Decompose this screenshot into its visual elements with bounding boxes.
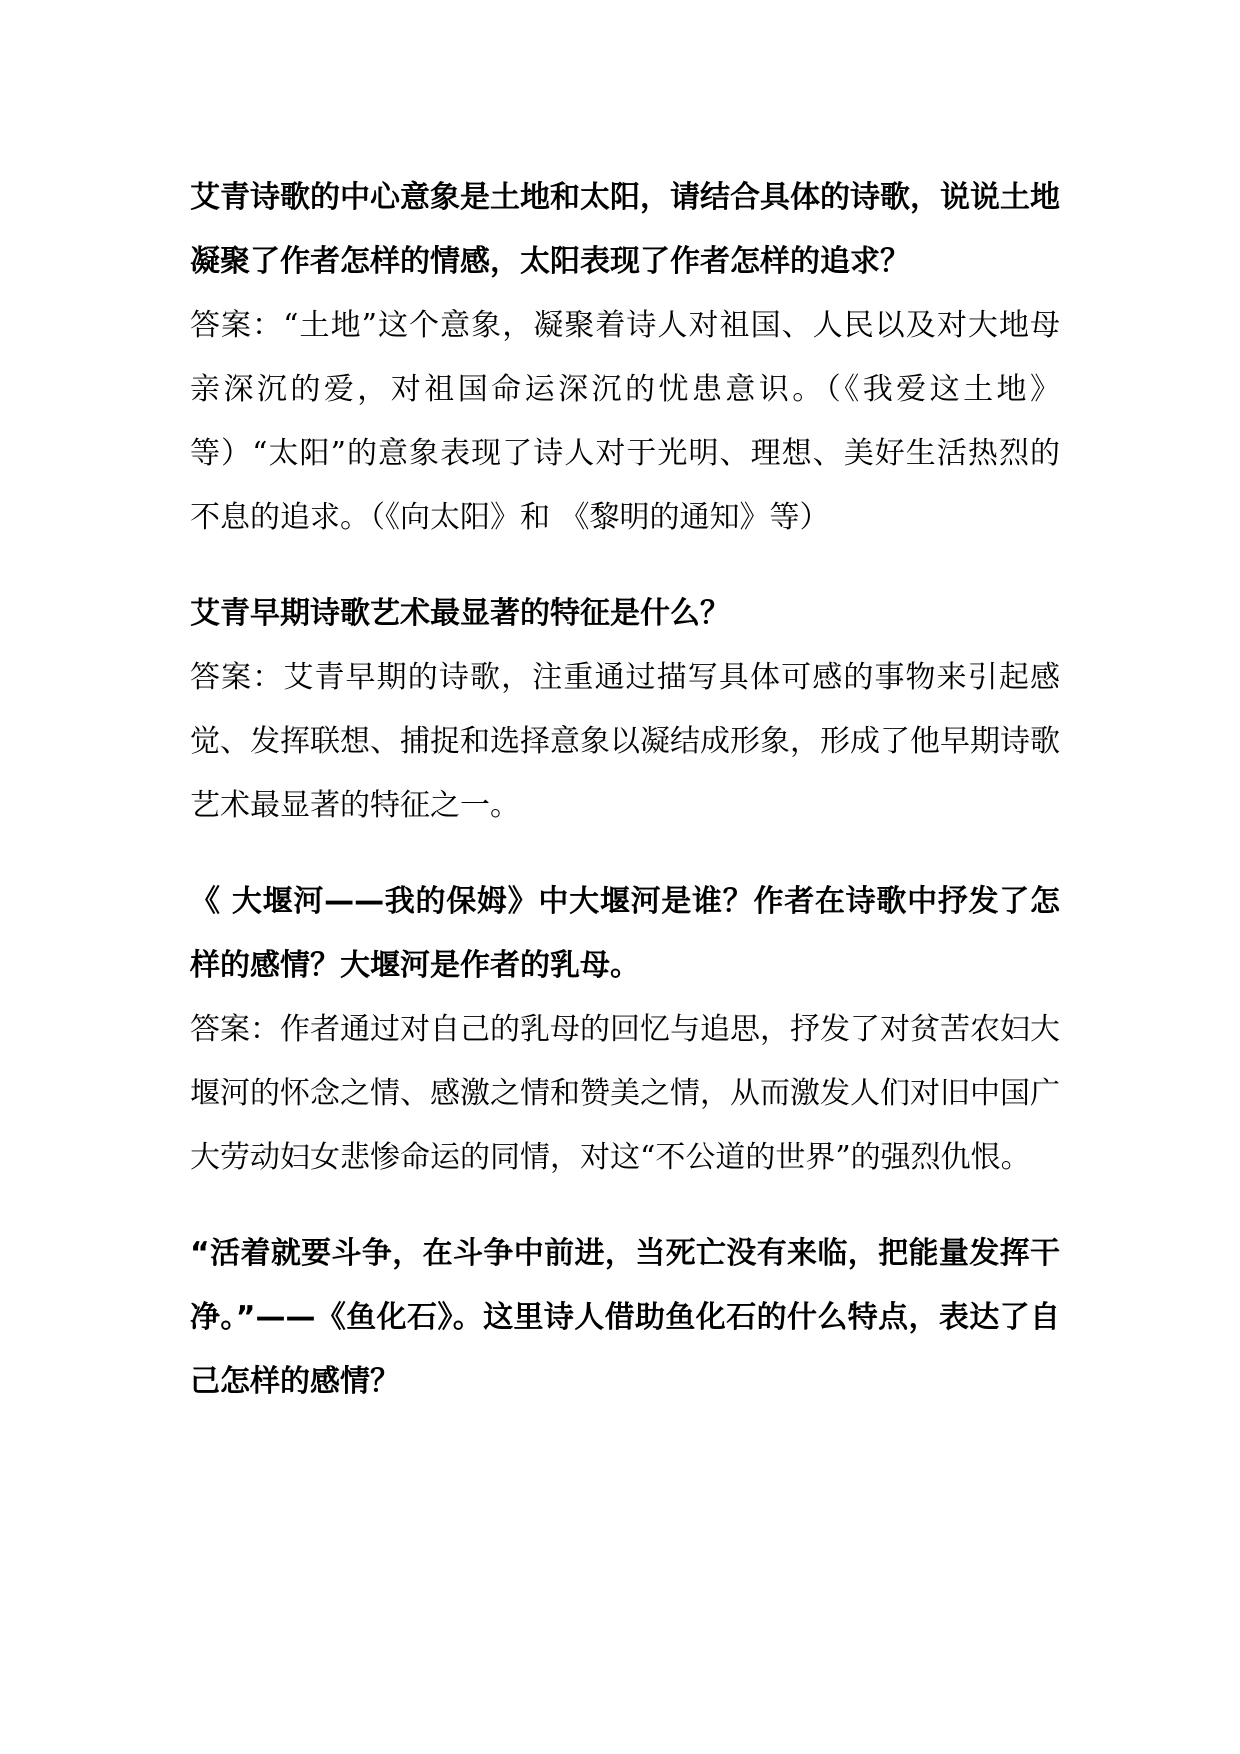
question-1: 艾青诗歌的中心意象是土地和太阳，请结合具体的诗歌，说说土地凝聚了作者怎样的情感，太阳表现了作者怎样的追求？ [190, 180, 1060, 279]
answer-2: 答案：艾青早期的诗歌，注重通过描写具体可感的事物来引起感觉、发挥联想、捕捉和选择意象以凝结成形象，形成了他早期诗歌艺术最显著的特征之一。 [190, 660, 1060, 823]
qa-block-4 [190, 1222, 1060, 1414]
question-2: 艾青早期诗歌艺术最显著的特征是什么？ [190, 596, 730, 631]
answer-3: 答案：作者通过对自己的乳母的回忆与追思，抒发了对贫苦农妇大堰河的怀念之情、感激之情和赞美之情，从而激发人们对旧中国广大劳动妇女悲惨命运的同情，对这“不公道的世界”的强烈仇恨。 [190, 1012, 1060, 1175]
qa-block-3 [190, 870, 1060, 1190]
qa-block-1 [190, 166, 1060, 550]
answer-1: 答案：“土地”这个意象，凝聚着诗人对祖国、人民以及对大地母亲深沉的爱，对祖国命运深沉的忧患意识。（《我爱这土地》等）“太阳”的意象表现了诗人对于光明、理想、美好生活热烈的不息的追求。（《向太阳》和 《黎明的通知》等） [190, 308, 1060, 535]
qa-block-2 [190, 582, 1060, 838]
document-page [190, 166, 1060, 1446]
question-3: 《 大堰河——我的保姆》中大堰河是谁？作者在诗歌中抒发了怎样的感情？大堰河是作者的乳母。 [190, 884, 1060, 983]
question-4: “活着就要斗争，在斗争中前进，当死亡没有来临，把能量发挥干净。”——《鱼化石》。这里诗人借助鱼化石的什么特点，表达了自己怎样的感情？ [190, 1236, 1060, 1399]
